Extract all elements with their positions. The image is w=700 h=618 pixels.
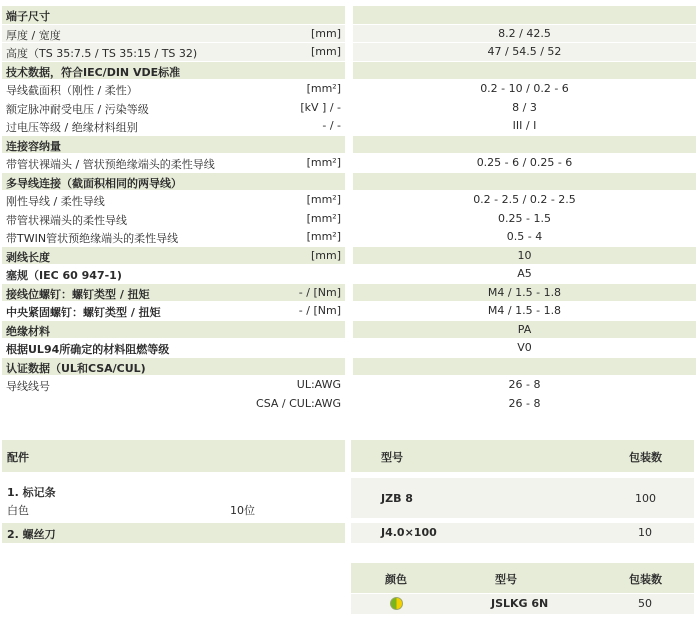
accessory-2-type: J4.0×100: [381, 526, 437, 539]
spec-value-cell: [353, 25, 696, 43]
spec-label: 带管状裸端头 / 管状预绝缘端头的柔性导线: [6, 158, 215, 171]
spec-value-cell: [353, 339, 696, 357]
spec-value: M4 / 1.5 - 1.8: [487, 304, 562, 317]
variant-type-column-header: 型号: [495, 573, 517, 586]
spec-value: 0.5 - 4: [506, 230, 543, 243]
spec-value-cell: [353, 80, 696, 98]
spec-value-cell: [353, 376, 696, 394]
spec-row: [2, 265, 696, 284]
spec-unit: [mm²]: [306, 156, 341, 169]
spec-label: 刚性导线 / 柔性导线: [6, 195, 105, 208]
spec-label: 绝缘材料: [6, 324, 50, 338]
accessory-2-type-row: [351, 523, 694, 543]
spec-row: [2, 62, 696, 81]
spec-label-cell: [2, 321, 345, 339]
spec-label: 连接容纳量: [6, 139, 61, 153]
spec-label-cell: [2, 265, 345, 283]
spec-label: 高度（TS 35:7.5 / TS 35:15 / TS 32): [6, 47, 198, 60]
spec-value: V0: [517, 341, 532, 354]
accessory-1-pack: 100: [635, 492, 656, 505]
spec-row: [2, 173, 696, 192]
spec-unit: [mm]: [310, 45, 341, 58]
spec-row: [2, 321, 696, 340]
spec-label-cell: [2, 376, 345, 394]
accessory-1-type: JZB 8: [381, 492, 413, 505]
spec-label-cell: [2, 62, 345, 80]
accessory-1-positions: 10位: [230, 504, 255, 517]
spec-row: [2, 99, 696, 118]
spec-label: 根据UL94所确定的材料阻燃等级: [6, 343, 170, 356]
spec-value-cell: [353, 358, 696, 376]
accessory-2-pack: 10: [638, 526, 652, 539]
spec-label-cell: [2, 136, 345, 154]
accessory-screwdriver: [2, 523, 345, 543]
spec-unit: CSA / CUL:AWG: [256, 396, 341, 410]
spec-value-cell: [353, 321, 696, 339]
spec-row: [2, 228, 696, 247]
spec-label-cell: [2, 247, 345, 265]
spec-value: 26 - 8: [508, 396, 541, 410]
accessory-marker-strip: [2, 478, 345, 518]
spec-row: [2, 358, 696, 377]
green-yellow-dot-icon: [390, 597, 403, 610]
spec-value-cell: [353, 99, 696, 117]
spec-value: 0.2 - 10 / 0.2 - 6: [480, 82, 569, 95]
spec-row: [2, 302, 696, 321]
spec-label: 塞规（IEC 60 947-1): [6, 269, 122, 282]
spec-unit: - / -: [322, 119, 341, 132]
pack-column-header: 包装数: [629, 451, 662, 464]
accessories-header: [2, 440, 345, 472]
spec-row: [2, 80, 696, 99]
spec-value-cell: [353, 302, 696, 320]
spec-value: III / I: [512, 119, 537, 132]
spec-unit: [mm]: [310, 26, 341, 40]
accessory-2-title: 2. 螺丝刀: [7, 528, 56, 541]
spec-value-cell: [353, 136, 696, 154]
spec-unit: [mm²]: [306, 82, 341, 95]
spec-value: 8 / 3: [512, 100, 537, 114]
spec-label: 额定脉冲耐受电压 / 污染等级: [6, 102, 149, 116]
spec-value: PA: [517, 322, 532, 336]
spec-label-cell: [2, 210, 345, 228]
spec-unit: [kV ] / -: [300, 100, 341, 114]
color-column-header: 颜色: [385, 573, 407, 586]
spec-row: [2, 284, 696, 303]
spec-row: [2, 339, 696, 358]
spec-value-cell: [353, 265, 696, 283]
accessory-1-type-row: [351, 478, 694, 518]
spec-label: 端子尺寸: [6, 10, 50, 23]
spec-label-cell: [2, 284, 345, 302]
spec-value: 0.2 - 2.5 / 0.2 - 2.5: [473, 193, 576, 206]
spec-unit: - / [Nm]: [298, 285, 341, 299]
spec-row: [2, 117, 696, 136]
spec-value: 47 / 54.5 / 52: [487, 45, 562, 58]
variant-type: JSLKG 6N: [491, 597, 549, 610]
spec-unit: [mm]: [310, 248, 341, 262]
accessories-title: 配件: [7, 451, 29, 464]
spec-label: 带TWIN管状预绝缘端头的柔性导线: [6, 232, 179, 245]
spec-unit: UL:AWG: [296, 378, 341, 391]
accessory-1-title: 1. 标记条: [7, 486, 56, 499]
spec-label: 过电压等级 / 绝缘材料组别: [6, 121, 138, 134]
spec-value: 10: [517, 248, 532, 262]
spec-label-cell: [2, 99, 345, 117]
spec-label: 厚度 / 宽度: [6, 28, 61, 42]
spec-row: [2, 43, 696, 62]
spec-table: [2, 6, 696, 413]
spec-row: [2, 376, 696, 395]
spec-row: [2, 136, 696, 155]
spec-value-cell: [353, 154, 696, 172]
spec-row: [2, 395, 696, 414]
spec-label-cell: [2, 80, 345, 98]
spec-value: 26 - 8: [508, 378, 541, 391]
spec-label-cell: [2, 358, 345, 376]
spec-label-cell: [2, 228, 345, 246]
variant-row: [351, 594, 694, 614]
spec-unit: [mm²]: [306, 230, 341, 243]
spec-row: [2, 25, 696, 44]
spec-value-cell: [353, 284, 696, 302]
spec-label: 多导线连接（截面积相同的两导线）: [6, 176, 182, 190]
spec-value: A5: [517, 267, 532, 280]
spec-row: [2, 6, 696, 25]
spec-row: [2, 191, 696, 210]
variant-pack-column-header: 包装数: [629, 573, 662, 586]
spec-label: 导线截面积（刚性 / 柔性）: [6, 84, 138, 97]
spec-value: 0.25 - 1.5: [498, 211, 551, 225]
spec-unit: - / [Nm]: [298, 304, 341, 317]
spec-label-cell: [2, 302, 345, 320]
spec-unit: [mm²]: [306, 211, 341, 225]
spec-label: 带管状裸端头的柔性导线: [6, 213, 127, 227]
spec-label-cell: [2, 339, 345, 357]
spec-row: [2, 210, 696, 229]
spec-label-cell: [2, 173, 345, 191]
spec-label: 中央紧固螺钉：螺钉类型 / 扭矩: [6, 306, 161, 319]
spec-value: 0.25 - 6 / 0.25 - 6: [476, 156, 573, 169]
spec-value-cell: [353, 247, 696, 265]
spec-value: 8.2 / 42.5: [498, 26, 551, 40]
spec-value-cell: [353, 117, 696, 135]
accessories-type-header: [351, 440, 694, 472]
accessory-1-color: 白色: [7, 504, 29, 517]
spec-value-cell: [353, 43, 696, 61]
spec-value-cell: [353, 228, 696, 246]
spec-label-cell: [2, 6, 345, 24]
spec-label-cell: [2, 395, 345, 413]
spec-label-cell: [2, 191, 345, 209]
spec-value-cell: [353, 173, 696, 191]
spec-value-cell: [353, 395, 696, 413]
type-column-header: 型号: [381, 451, 403, 464]
spec-value-cell: [353, 210, 696, 228]
spec-label: 技术数据，符合IEC/DIN VDE标准: [6, 65, 181, 79]
spec-value-cell: [353, 62, 696, 80]
spec-label-cell: [2, 43, 345, 61]
spec-label-cell: [2, 154, 345, 172]
spec-label: 接线位螺钉：螺钉类型 / 扭矩: [6, 287, 150, 301]
spec-row: [2, 247, 696, 266]
spec-value-cell: [353, 191, 696, 209]
spec-value: M4 / 1.5 - 1.8: [487, 285, 562, 299]
spec-unit: [mm²]: [306, 193, 341, 206]
spec-row: [2, 154, 696, 173]
variant-pack: 50: [638, 597, 652, 610]
spec-value-cell: [353, 6, 696, 24]
spec-label: 认证数据（UL和CSA/CUL): [6, 361, 146, 375]
spec-label-cell: [2, 25, 345, 43]
variant-header: [351, 563, 694, 593]
spec-label: 剥线长度: [6, 250, 50, 264]
spec-label-cell: [2, 117, 345, 135]
spec-label: 导线线号: [6, 380, 50, 393]
